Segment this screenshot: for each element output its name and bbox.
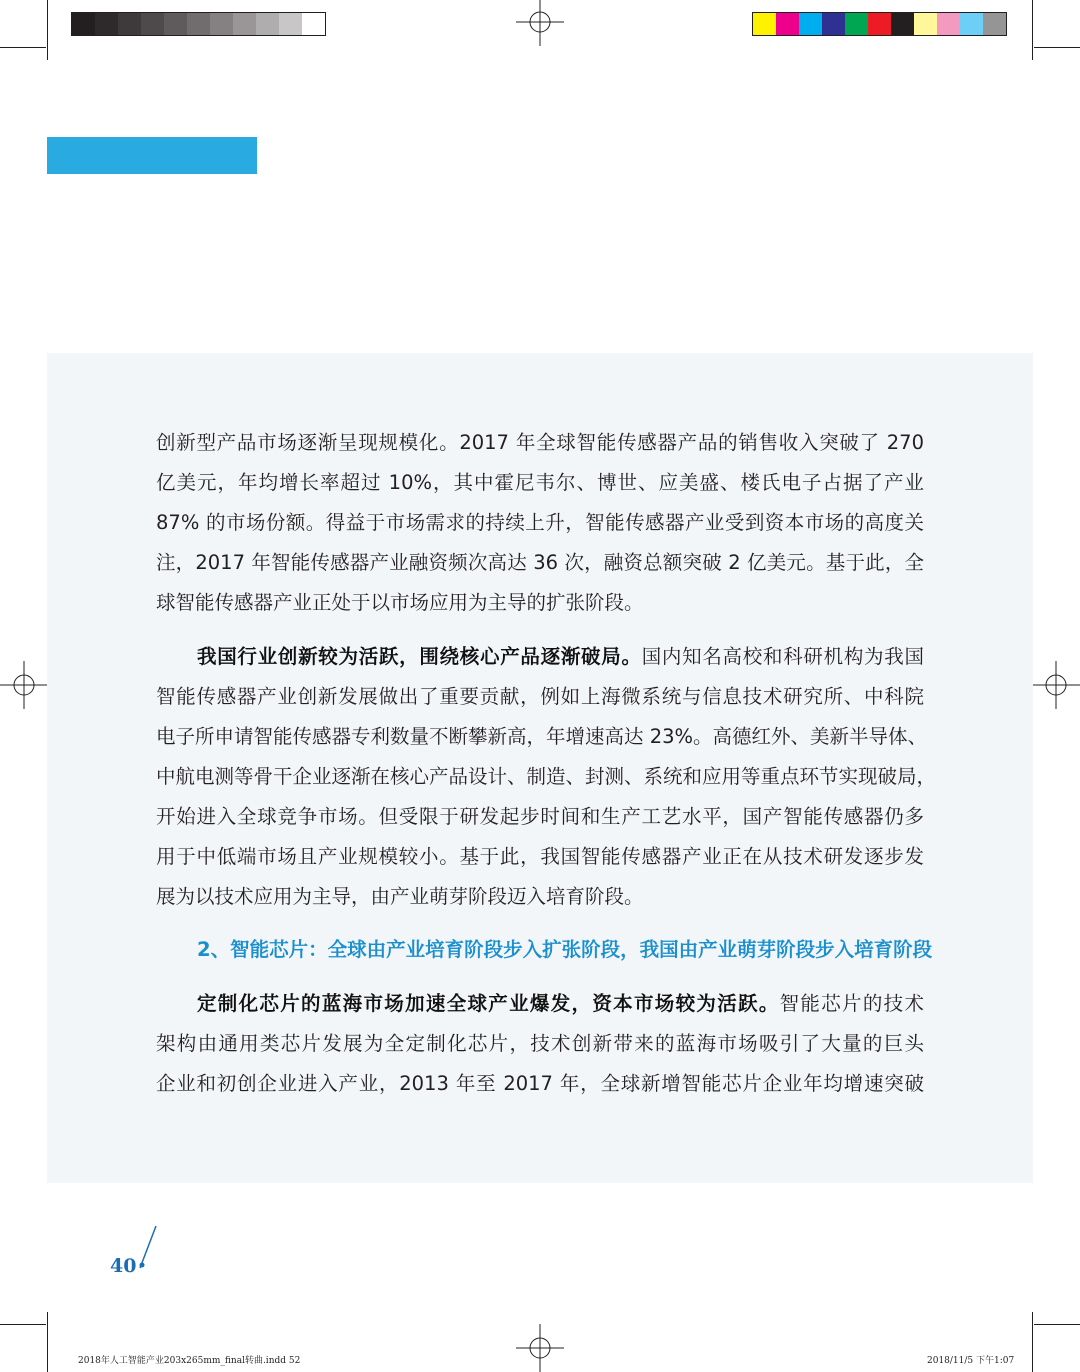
color-swatch	[822, 13, 845, 35]
gray-swatch	[302, 13, 325, 35]
gray-swatch	[233, 13, 256, 35]
color-swatch	[960, 13, 983, 35]
text-line: 中航电测等骨干企业逐渐在核心产品设计、制造、封测、系统和应用等重点环节实现破局，	[156, 765, 937, 788]
gray-swatch	[95, 13, 118, 35]
bold-lead: 我国行业创新较为活跃，围绕核心产品逐渐破局。	[197, 645, 642, 668]
registration-mark-bottom-icon	[516, 1324, 564, 1372]
color-swatch	[776, 13, 799, 35]
gray-swatch	[141, 13, 164, 35]
text-line: 智能传感器产业创新发展做出了重要贡献，例如上海微系统与信息技术研究所、中科院	[156, 685, 924, 708]
text-span: 智能芯片的技术	[779, 992, 924, 1015]
gray-swatch	[256, 13, 279, 35]
text-span: 国内知名高校和科研机构为我国	[641, 645, 924, 668]
slug-date-time: 2018/11/5 下午1:07	[927, 1356, 1015, 1366]
color-swatch	[868, 13, 891, 35]
registration-mark-left-icon	[0, 661, 48, 709]
text-line: 87% 的市场份额。得益于市场需求的持续上升，智能传感器产业受到资本市场的高度关	[156, 511, 924, 534]
color-swatch	[845, 13, 868, 35]
text-line	[197, 984, 924, 1024]
color-swatch	[891, 13, 914, 35]
section-accent-block	[47, 137, 257, 174]
text-line: 创新型产品市场逐渐呈现规模化。2017 年全球智能传感器产品的销售收入突破了 270	[156, 431, 924, 454]
slug-file-info: 2018年人工智能产业203x265mm_final转曲.indd 52	[78, 1356, 301, 1366]
text-line: 球智能传感器产业正处于以市场应用为主导的扩张阶段。	[156, 591, 644, 614]
color-swatch-bar	[752, 12, 1007, 36]
color-swatch	[753, 13, 776, 35]
text-line: 注，2017 年智能传感器产业融资频次高达 36 次，融资总额突破 2 亿美元。基于此，全	[156, 551, 924, 574]
page-number-slash-icon	[132, 1222, 162, 1274]
bold-lead: 定制化芯片的蓝海市场加速全球产业爆发，资本市场较为活跃。	[197, 992, 780, 1015]
color-swatch	[983, 13, 1006, 35]
text-line: 开始进入全球竞争市场。但受限于研发起步时间和生产工艺水平，国产智能传感器仍多	[156, 805, 924, 828]
text-line: 展为以技术应用为主导，由产业萌芽阶段迈入培育阶段。	[156, 885, 644, 908]
text-line: 电子所申请智能传感器专利数量不断攀新高，年增速高达 23%。高德红外、美新半导体、	[156, 725, 928, 748]
text-line: 亿美元，年均增长率超过 10%，其中霍尼韦尔、博世、应美盛、楼氏电子占据了产业	[156, 471, 924, 494]
text-line: 用于中低端市场且产业规模较小。基于此，我国智能传感器产业正在从技术研发逐步发	[156, 845, 924, 868]
gray-swatch	[279, 13, 302, 35]
color-swatch	[937, 13, 960, 35]
section-subheading: 2、智能芯片：全球由产业培育阶段步入扩张阶段，我国由产业萌芽阶段步入培育阶段	[197, 938, 933, 961]
gray-swatch	[187, 13, 210, 35]
text-line	[197, 637, 924, 677]
color-swatch	[914, 13, 937, 35]
page-number: 40	[110, 1255, 137, 1277]
text-line: 架构由通用类芯片发展为全定制化芯片，技术创新带来的蓝海市场吸引了大量的巨头	[156, 1032, 924, 1055]
registration-mark-right-icon	[1032, 661, 1080, 709]
text-line: 企业和初创企业进入产业，2013 年至 2017 年，全球新增智能芯片企业年均增速突破	[156, 1072, 924, 1095]
gray-swatch	[118, 13, 141, 35]
gray-swatch	[164, 13, 187, 35]
registration-mark-top-icon	[516, 0, 564, 48]
gray-swatch	[72, 13, 95, 35]
grayscale-swatch-bar	[71, 12, 326, 36]
gray-swatch	[210, 13, 233, 35]
color-swatch	[799, 13, 822, 35]
